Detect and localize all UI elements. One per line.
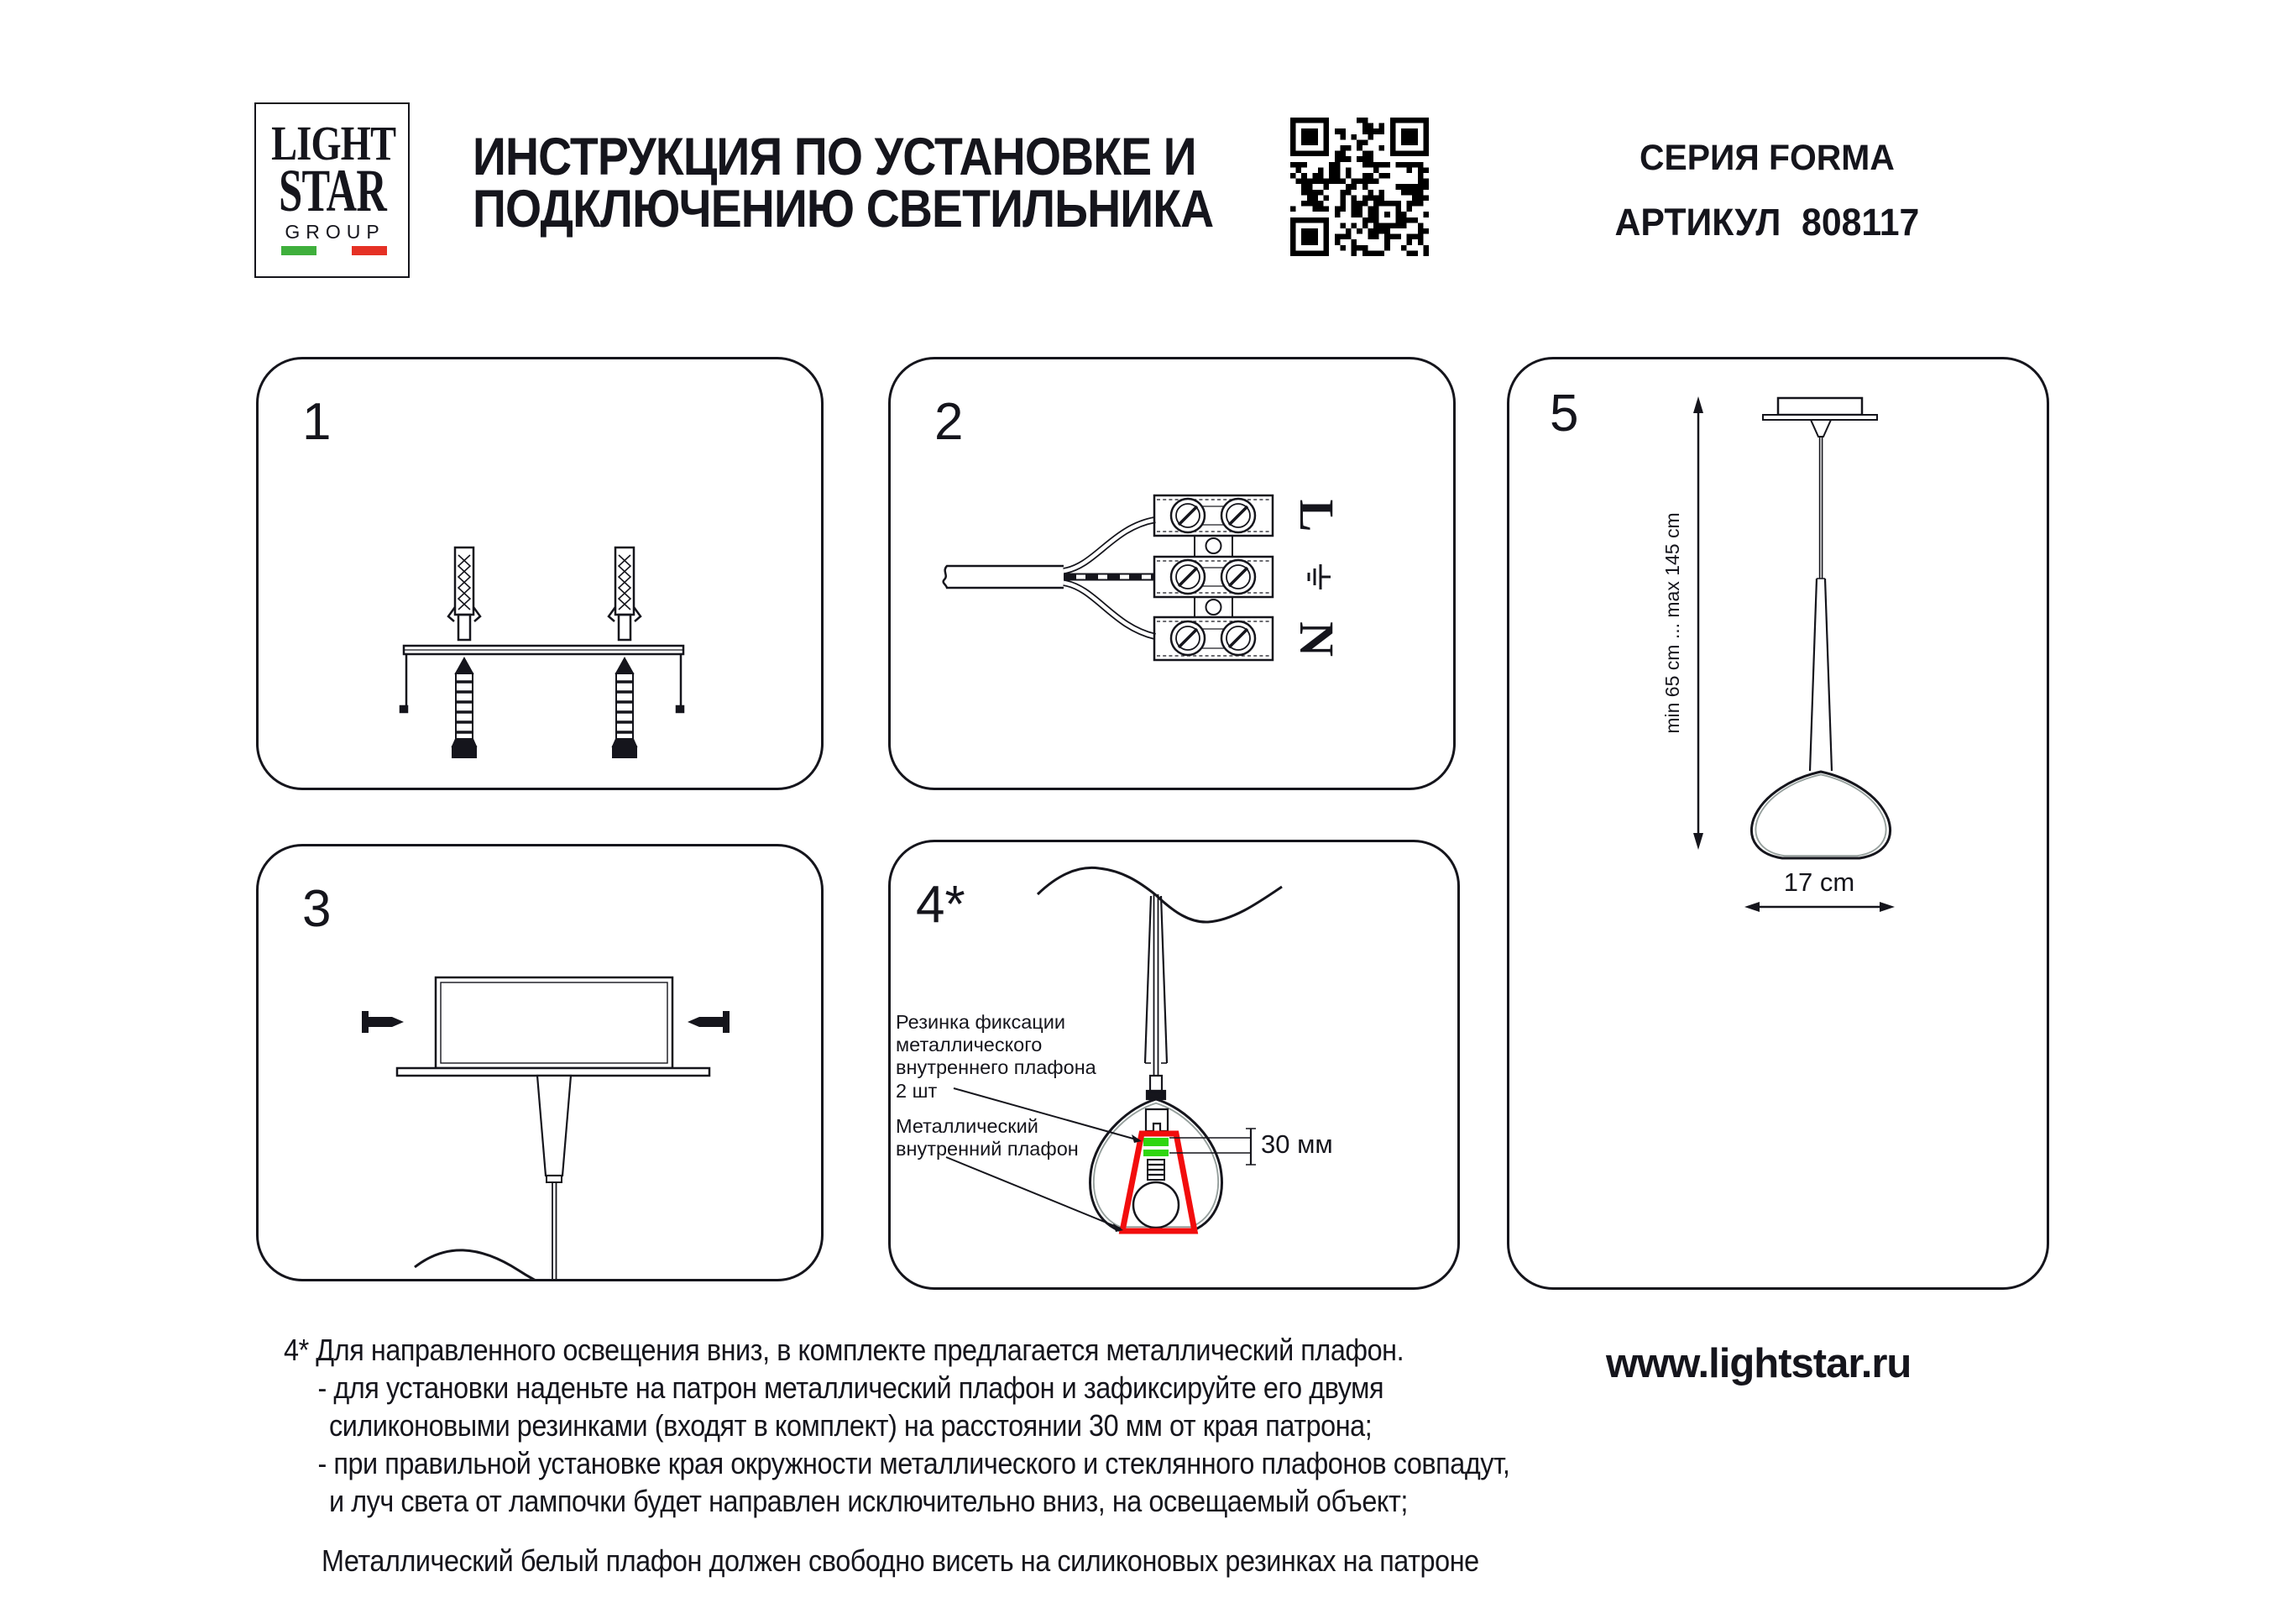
metal-shade-label: Металлический внутренний плафон — [896, 1115, 1079, 1160]
note-line: и луч света от лампочки будет направлен исключительно вниз, на освещаемый объект; — [329, 1484, 1408, 1518]
page-title-line2: ПОДКЛЮЧЕНИЮ СВЕТИЛЬНИКА — [473, 180, 1214, 238]
page-title — [473, 128, 1285, 238]
flag-red — [352, 246, 387, 255]
dimension-30mm-text: 30 мм — [1261, 1129, 1333, 1159]
rubber-band-icon — [1143, 1138, 1169, 1156]
qr-code — [1290, 118, 1429, 256]
step-number: 2 — [934, 393, 964, 451]
note-line: - для установки наденьте на патрон металлический плафон и зафиксируйте его двумя — [317, 1370, 1384, 1405]
panel-step-5 — [1507, 357, 2049, 1290]
ceiling-wave-line — [415, 1250, 672, 1279]
italian-flag-stripe — [281, 246, 387, 255]
panel-step-3 — [256, 844, 824, 1281]
screw-icon — [613, 658, 636, 757]
note-line: силиконовыми резинками (входят в комплект) на расстоянии 30 мм от края патрона; — [329, 1408, 1373, 1443]
flag-white — [316, 246, 352, 255]
article-label: АРТИКУЛ — [1614, 201, 1781, 244]
logo-word-light: LIGHT — [271, 116, 396, 170]
label-line-L: L — [1289, 499, 1344, 532]
wire-neutral — [1064, 583, 1155, 637]
screw-icon — [452, 658, 476, 757]
ceiling-wave-line — [1038, 867, 1282, 922]
lightstar-logo — [254, 102, 410, 278]
height-dimension-text: min 65 cm ... max 145 cm — [1661, 512, 1683, 734]
installation-notes — [284, 1331, 1510, 1579]
panel-step-2 — [888, 357, 1456, 790]
logo-word-group: GROUP — [285, 221, 385, 243]
glass-shade-icon — [1751, 772, 1890, 858]
label-neutral-N: N — [1289, 621, 1344, 657]
series-name: СЕРИЯ FORMA — [1640, 138, 1895, 178]
website-url: www.lightstar.ru — [1606, 1341, 1912, 1386]
panel-step-1 — [256, 357, 824, 790]
width-dimension-arrow — [1744, 902, 1895, 912]
mounting-bracket-icon — [400, 646, 683, 712]
rubber-band-label: Резинка фиксации металлического внутреннего плафона 2 шт — [896, 1011, 1096, 1102]
pendant-stem-icon — [1810, 579, 1832, 771]
ground-symbol-icon — [1309, 564, 1331, 589]
note-line: 4* Для направленного освещения вниз, в комплекте предлагается металлический плафон. — [284, 1333, 1404, 1367]
side-screw-icon — [688, 1011, 730, 1033]
step-number: 3 — [302, 880, 332, 938]
wall-anchor-icon — [609, 547, 641, 640]
ceiling-plate-icon — [1763, 398, 1877, 437]
article-number-line — [1557, 201, 1977, 244]
note-line: - при правильной установке края окружности металлического и стеклянного плафонов совпадут, — [317, 1446, 1510, 1480]
wall-anchor-icon — [448, 547, 480, 640]
flag-green — [281, 246, 316, 255]
panel-step-4 — [888, 840, 1460, 1290]
logo-word-star: STAR — [279, 157, 387, 224]
article-value: 808117 — [1802, 201, 1920, 244]
note-line: Металлический белый плафон должен свободно висеть на силиконовых резинках на патроне — [322, 1543, 1479, 1578]
power-cable-icon — [944, 566, 1064, 588]
terminal-screws — [1171, 499, 1255, 655]
side-screw-icon — [362, 1011, 404, 1033]
lamp-socket-icon — [1146, 1109, 1168, 1131]
height-dimension-arrow — [1693, 396, 1703, 850]
width-dimension-text: 17 cm — [1783, 867, 1855, 897]
pendant-stem-icon — [1145, 894, 1167, 1099]
page-title-line1: ИНСТРУКЦИЯ ПО УСТАНОВКЕ И — [473, 128, 1196, 186]
step-number: 5 — [1550, 385, 1579, 443]
step-number: 1 — [302, 393, 332, 451]
suspension-cord-icon — [1820, 437, 1823, 579]
cord-grip-cone-icon — [537, 1076, 571, 1279]
light-bulb-icon — [1133, 1160, 1179, 1228]
step-number: 4* — [916, 876, 965, 934]
wire-live — [1064, 520, 1155, 571]
canopy-box-icon — [397, 977, 709, 1076]
